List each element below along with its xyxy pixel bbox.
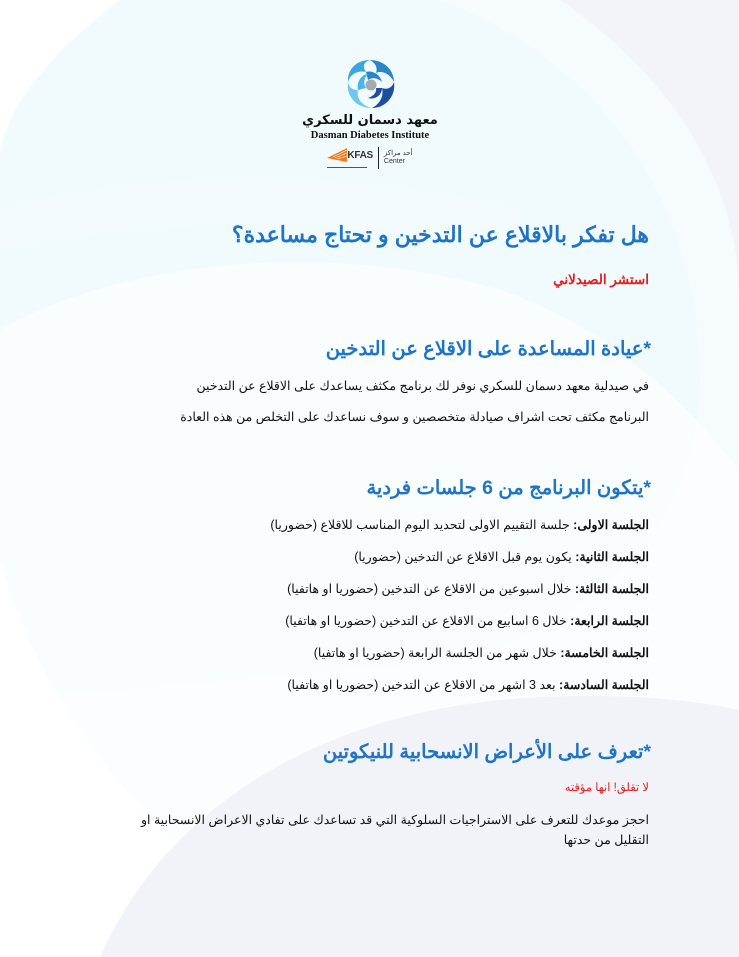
- clinic-paragraph-line-2: البرنامج مكثف تحت اشراف صيادلة متخصصين و سوف نساعدك على التخلص من هذه العادة: [180, 410, 649, 424]
- logo-name-english: Dasman Diabetes Institute: [310, 130, 430, 141]
- kfas-logo: [327, 148, 372, 168]
- section-heading-clinic: *عيادة المساعدة على الاقلاع عن التدخين: [325, 338, 651, 360]
- session-item: [285, 613, 649, 628]
- logo-name-arabic: معهد دسمان للسكري: [302, 113, 438, 128]
- page-subtitle: استشر الصيدلاني: [553, 272, 649, 287]
- withdrawal-paragraph: احجز موعدك للتعرف على الاستراجيات السلوكية التي قد تساعدك على تفادي الاعراض الانسحابية او التقليل من حدتها: [140, 813, 649, 847]
- session-text: خلال 6 اسابيع من الاقلاع عن التدخين (حضوريا او هاتفيا): [285, 614, 571, 628]
- session-item: [314, 645, 649, 660]
- session-item: [287, 677, 649, 692]
- dasman-logo-icon: [344, 58, 396, 110]
- center-label: [384, 150, 413, 166]
- session-label: الجلسة السادسة:: [559, 678, 649, 692]
- session-label: الجلسة الاولى:: [573, 518, 649, 532]
- kfas-sunburst-icon: [327, 148, 347, 162]
- session-label: الجلسة الرابعة:: [570, 614, 649, 628]
- center-label-arabic: أحد مراكز: [383, 150, 413, 157]
- session-label: الجلسة الثانية:: [575, 550, 649, 564]
- session-text: خلال اسبوعين من الاقلاع عن التدخين (حضوريا او هاتفيا): [287, 582, 575, 596]
- kfas-subtitle: [327, 162, 367, 168]
- section-heading-sessions: *يتكون البرنامج من 6 جلسات فردية: [366, 477, 651, 499]
- session-item: [287, 581, 649, 596]
- session-text: يكون يوم قبل الاقلاع عن التدخين (حضوريا): [354, 550, 576, 564]
- partner-logo-row: [300, 147, 440, 169]
- session-label: الجلسة الخامسة:: [560, 646, 649, 660]
- page-title: هل تفكر بالاقلاع عن التدخين و تحتاج مساعدة؟: [231, 222, 649, 247]
- session-item: [270, 517, 649, 532]
- center-label-english: Center: [383, 158, 405, 165]
- session-text: خلال شهر من الجلسة الرابعة (حضوريا او هاتفيا): [313, 646, 561, 660]
- kfas-name: KFAS: [347, 149, 373, 161]
- clinic-paragraph-line-1: في صيدلية معهد دسمان للسكري نوفر لك برنامج مكثف يساعدك على الاقلاع عن التدخين: [196, 379, 649, 393]
- session-item: [354, 549, 649, 564]
- withdrawal-note: لا تقلق! انها مؤقته: [564, 782, 649, 794]
- logo-block: [300, 58, 440, 169]
- session-label: الجلسة الثالثة:: [574, 582, 649, 596]
- session-text: بعد 3 اشهر من الاقلاع عن التدخين (حضوريا او هاتفيا): [287, 678, 560, 692]
- section-heading-withdrawal: *تعرف على الأعراض الانسحابية للنيكوتين: [322, 741, 651, 763]
- session-text: جلسة التقييم الاولى لتحديد اليوم المناسب للاقلاع (حضوريا): [270, 518, 574, 532]
- partner-divider: [378, 147, 379, 169]
